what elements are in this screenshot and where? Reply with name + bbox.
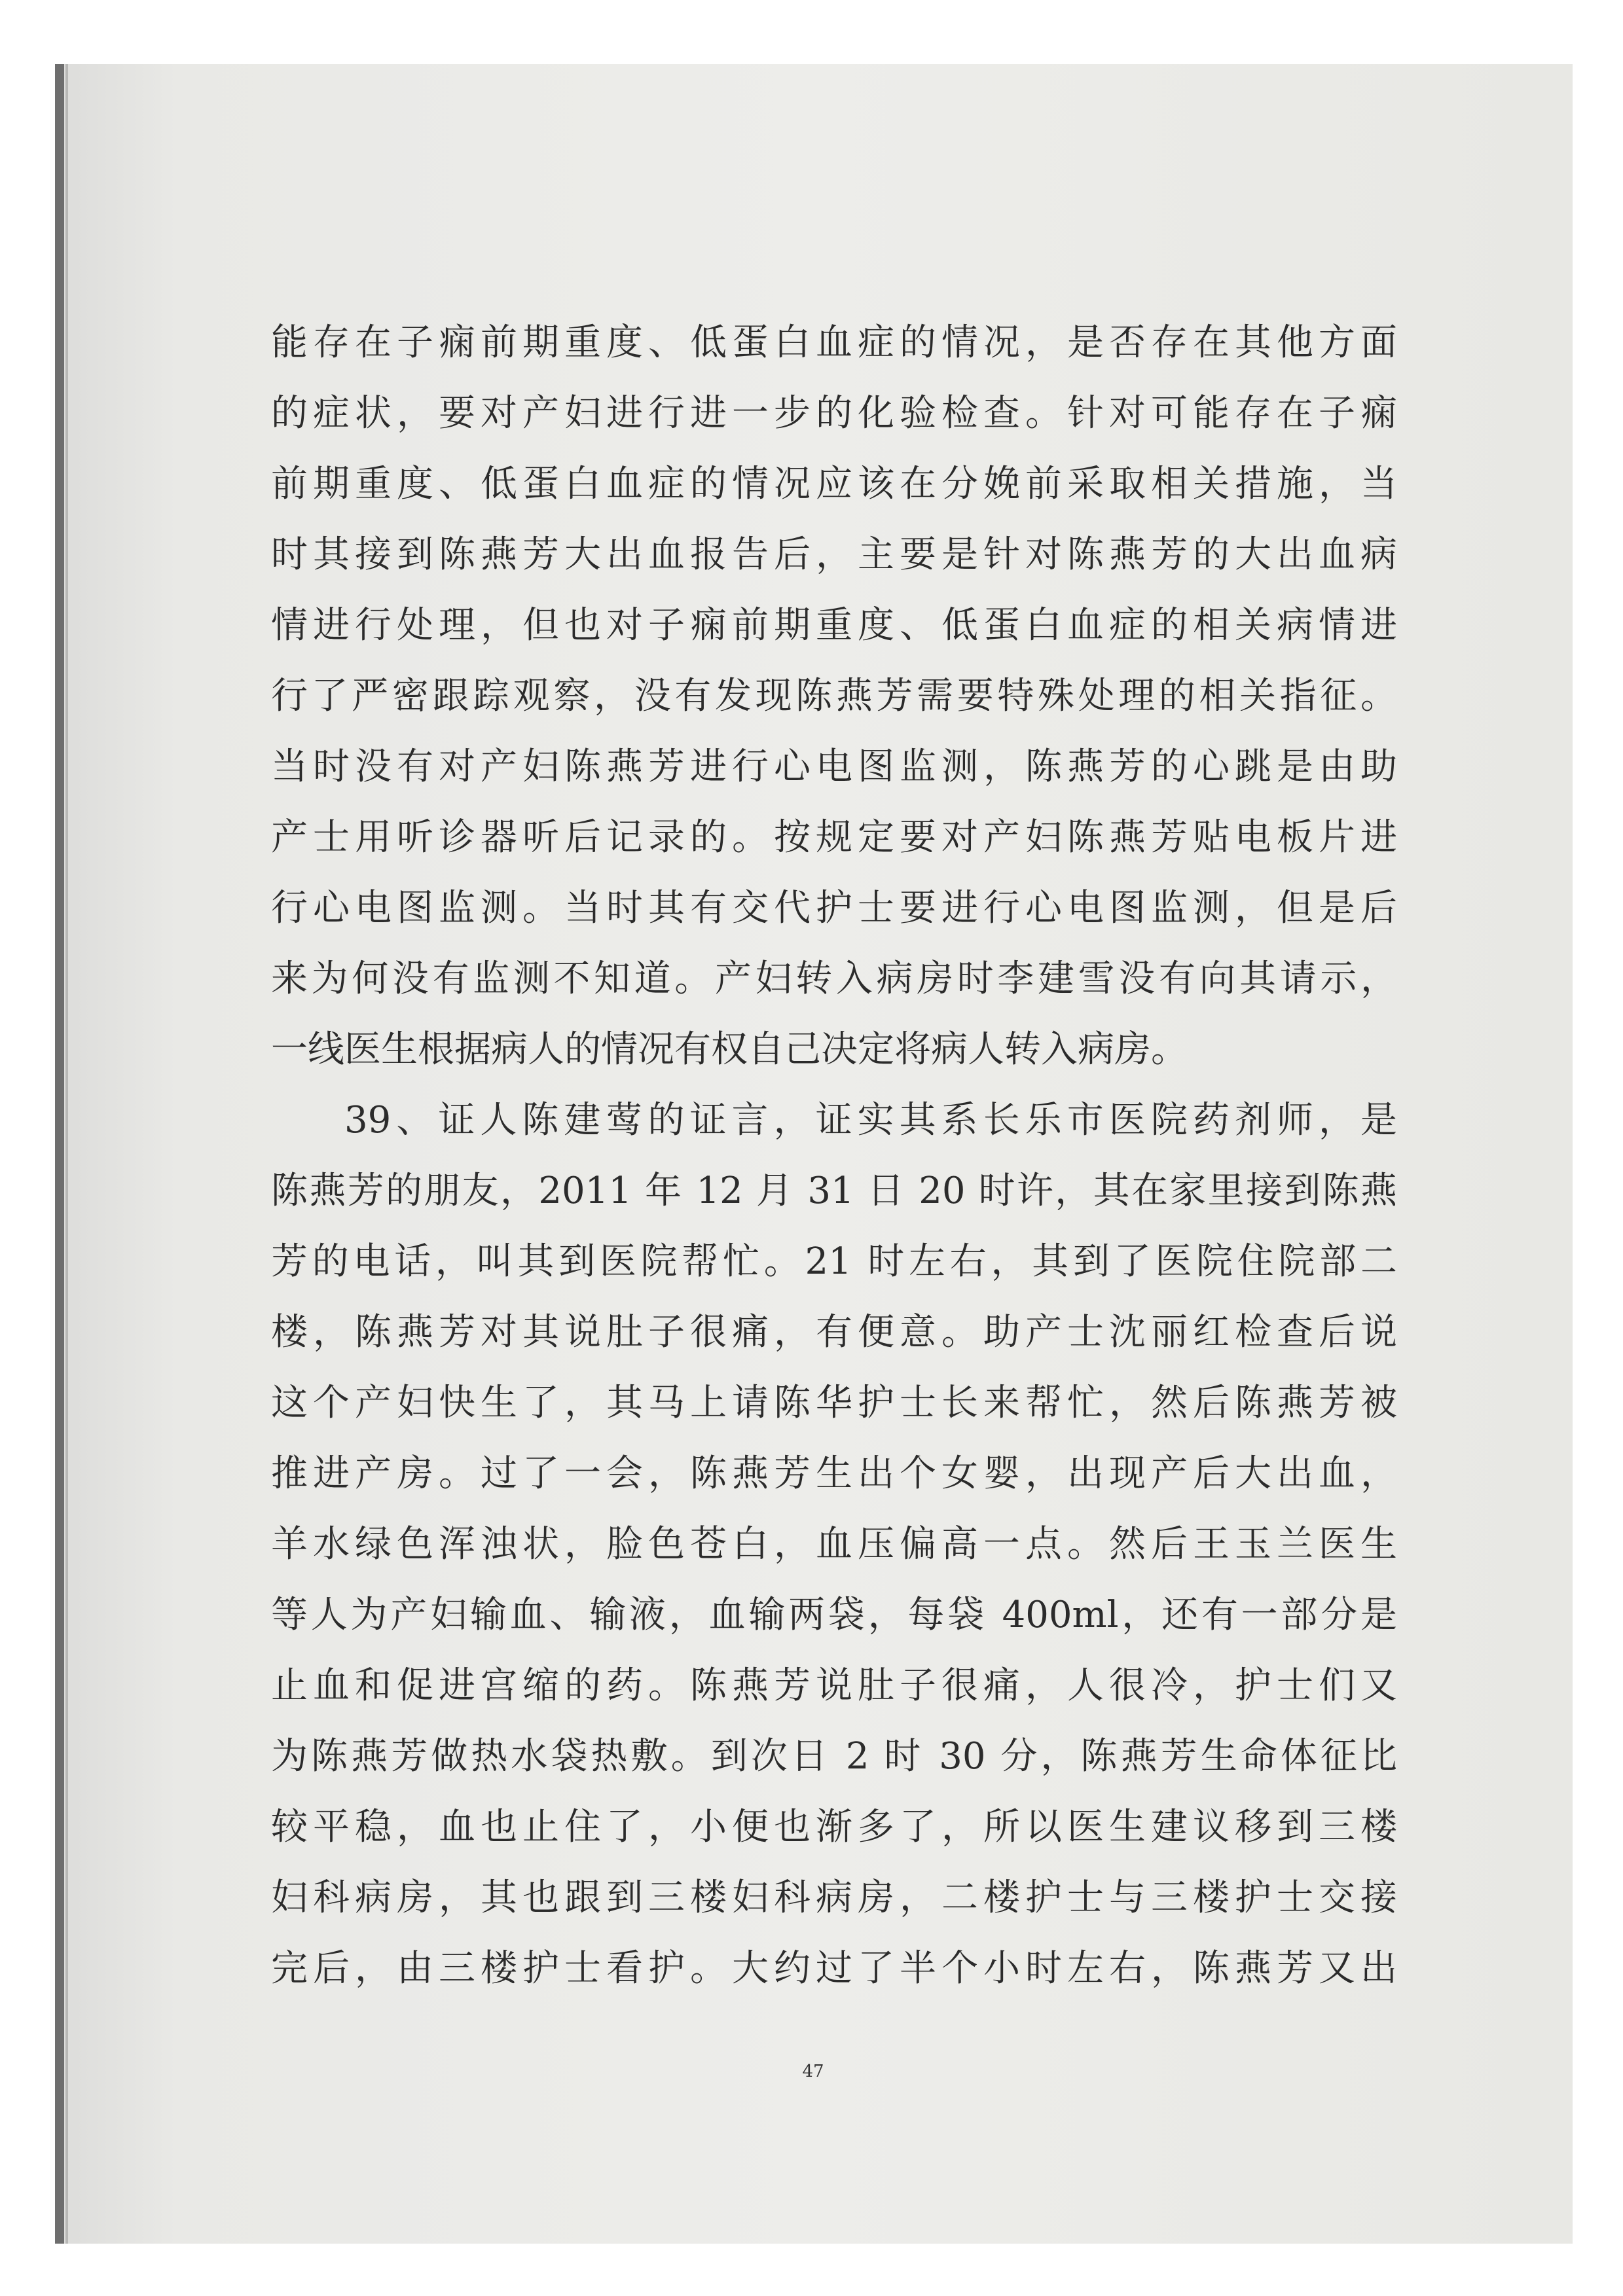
binding-edge: [55, 64, 64, 2244]
paragraph-start-line: 39、证人陈建莺的证言，证实其系长乐市医院药剂师，是: [344, 1099, 1397, 1141]
text-line: 推进产房。过了一会，陈燕芳生出个女婴，出现产后大出血，: [271, 1452, 1397, 1495]
text-line: 行了严密跟踪观察，没有发现陈燕芳需要特殊处理的相关指征。: [271, 675, 1397, 717]
text-line: 产士用听诊器听后记录的。按规定要对产妇陈燕芳贴电板片进: [271, 816, 1397, 859]
text-line: 楼，陈燕芳对其说肚子很痛，有便意。助产士沈丽红检查后说: [271, 1311, 1397, 1354]
text-line: 时其接到陈燕芳大出血报告后，主要是针对陈燕芳的大出血病: [271, 533, 1397, 576]
text-line: 前期重度、低蛋白血症的情况应该在分娩前采取相关措施，当: [271, 463, 1397, 505]
body-text: [271, 308, 1397, 2004]
text-line: 止血和促进宫缩的药。陈燕芳说肚子很痛，人很冷，护士们又: [271, 1664, 1397, 1707]
text-line: 等人为产妇输血、输液，血输两袋，每袋 400ml，还有一部分是: [271, 1594, 1397, 1636]
text-line: 来为何没有监测不知道。产妇转入病房时李建雪没有向其请示，: [271, 958, 1397, 1000]
text-line: 这个产妇快生了，其马上请陈华护士长来帮忙，然后陈燕芳被: [271, 1382, 1397, 1424]
text-line: 的症状，要对产妇进行进一步的化验检查。针对可能存在子痫: [271, 392, 1397, 435]
page-number: 47: [802, 2062, 824, 2081]
text-line: 情进行处理，但也对子痫前期重度、低蛋白血症的相关病情进: [271, 604, 1397, 647]
text-line: 羊水绿色浑浊状，脸色苍白，血压偏高一点。然后王玉兰医生: [271, 1523, 1397, 1566]
text-line: 陈燕芳的朋友，2011 年 12 月 31 日 20 时许，其在家里接到陈燕: [271, 1170, 1397, 1212]
text-line: 为陈燕芳做热水袋热敷。到次日 2 时 30 分，陈燕芳生命体征比: [271, 1735, 1397, 1778]
text-line: 能存在子痫前期重度、低蛋白血症的情况，是否存在其他方面: [271, 321, 1397, 364]
text-line: 当时没有对产妇陈燕芳进行心电图监测，陈燕芳的心跳是由助: [271, 745, 1397, 788]
text-line: 较平稳，血也止住了，小便也渐多了，所以医生建议移到三楼: [271, 1806, 1397, 1848]
binding-edge-highlight: [65, 64, 68, 2244]
text-line: 完后，由三楼护士看护。大约过了半个小时左右，陈燕芳又出: [271, 1947, 1397, 1990]
text-line: 行心电图监测。当时其有交代护士要进行心电图监测，但是后: [271, 887, 1397, 929]
text-line: 妇科病房，其也跟到三楼妇科病房，二楼护士与三楼护士交接: [271, 1876, 1397, 1919]
text-line: 一线医生根据病人的情况有权自己决定将病人转入病房。: [271, 1028, 1188, 1071]
text-line: 芳的电话，叫其到医院帮忙。21 时左右，其到了医院住院部二: [271, 1240, 1397, 1283]
